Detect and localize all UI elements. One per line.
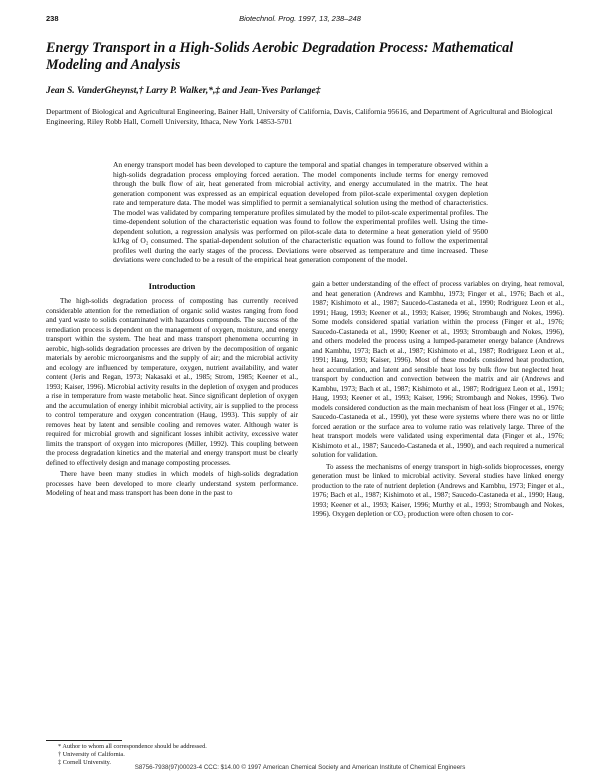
body-paragraph: There have been many studies in which models of high-solids degradation processes have been developed to more clearly understand system performance. Modeling of heat and mass transport has been done in the past to <box>46 470 298 497</box>
abstract: An energy transport model has been developed to capture the temporal and spatial changes in temperature observed within a high-solids degradation process employing forced aeration. The model components include terms for energy removed through the bulk flow of air, heat generated from microbial activity, and energy accumulated in the matrix. The heat generation component was expressed as an empirical equation developed from pilot-scale experimental oxygen depletion rate and temperature data. The model was simplified to permit a semianalytical solution using the method of characteristics. The model was validated by comparing temperature profiles simulated by the model to pilot-scale experimental profiles. The time-dependent solution of the characteristic equation was found to follow the experimental profiles well. Using the time-dependent solution, a regression analysis was performed on pilot-scale data to determine a heat generation yield of 9500 kJ/kg of O₂ consumed. The spatial-dependent solution of the characteristic equation was found to follow the experimental profiles well during the early stages of the process. Deviations were observed as temperature and time increased. These deviations were concluded to be a result of the empirical heat generation component of the model. <box>113 160 488 265</box>
body-paragraph: gain a better understanding of the effect of process variables on drying, heat removal, and heat generation (Andrews and Kambhu, 1973; Finger et al., 1976; Bach et al., 1987; Kishimoto et al., 1987; Saucedo-Castaneda et al., 1990; Rodriguez Leon et al., 1991; Haug, 1993; Keener et al., 1993; Kaiser, 1996; Strombaugh and Nokes, 1996). Some models considered spatial variation within the process (Finger et al., 1976; Saucedo-Castaneda et al., 1990; Keener et al., 1993; Strombaugh and Nokes, 1996), and others modeled the process using a lumped-parameter energy balance (Andrews and Kambhu, 1973; Bach et al., 1987; Kishimoto et al., 1987; Rodriguez Leon et al., 1991; Haug, 1993; Kaiser, 1996). Most of these models considered heat production, heat accumulation, and latent and sensible heat loss by bulk flow but neglected heat transport by conduction and convection between the matrix and air (Andrews and Kambhu, 1973; Bach et al., 1987; Kishimoto et al., 1987; Rodriguez Leon et al., 1991; Haug, 1993; Keener et al., 1993; Kaiser, 1996; Strombaugh and Nokes, 1996). Two models considered conduction as the main mechanism of heat loss (Finger et al., 1976; Saucedo-Castaneda et al., 1990), yet these were systems where there was no or little forced aeration or the surface area to volume ratio was relatively large. Three of the heat transport models were validated using experimental data (Finger et al., 1976; Kishimoto et al., 1987; Saucedo-Castaneda et al., 1990), and each required a numerical solution for validation. <box>312 280 564 459</box>
body-paragraph: The high-solids degradation process of composting has currently received considerable attention for the remediation of organic solid wastes ranging from food and yard waste to solids contaminated with hazardous compounds. The success of the remediation process is dependent on the management of oxygen, moisture, and energy transport within the system. The heat and mass transport phenomena occurring in aerobic, high-solids degradation processes are driven by the decomposition of organic materials by aerobic microorganisms and the supply of air; and the microbial activity and ecology are influenced by temperature, oxygen, nutrient availability, and water content (Jeris and Regan, 1973; Nakasaki et al., 1985; Strom, 1985; Keener et al., 1993; Kaiser, 1996). Microbial activity results in the depletion of oxygen and produces a rise in temperature from waste metabolic heat. Since significant depletion of oxygen and the accumulation of energy inhibit microbial activity, air is supplied to the process to control temperature and oxygen concentration (Haug, 1993). This supply of air removes heat by latent and sensible cooling and removes water. Although water is required for microbial growth and significant losses inhibit activity, excessive water limits the transport of oxygen into micropores (Miller, 1992). This coupling between the process degradation kinetics and the material and energy transport must be clearly defined to effectively design and manage composting processes. <box>46 297 298 467</box>
footnote-affil-1: † University of California. <box>58 750 125 758</box>
footnotes <box>58 743 298 766</box>
running-header <box>46 14 554 26</box>
footnote-corresponding: * Author to whom all correspondence should be addressed. <box>58 743 207 750</box>
left-column <box>46 297 298 499</box>
footnote-affil-2: ‡ Cornell University. <box>58 758 111 766</box>
journal-citation: Biotechnol. Prog. 1997, 13, 238–248 <box>239 14 361 23</box>
article-title: Energy Transport in a High-Solids Aerobic Degradation Process: Mathematical Modeling and Analysis <box>46 40 514 73</box>
footnote-divider <box>46 740 122 741</box>
author-list: Jean S. VanderGheynst,† Larry P. Walker,*,‡ and Jean-Yves Parlange‡ <box>46 86 321 96</box>
copyright-line: S8756-7938(97)00023-4 CCC: $14.00 © 1997 American Chemical Society and American Institute of Chemical Engineers <box>134 764 466 771</box>
page-number: 238 <box>46 14 59 23</box>
section-heading-introduction: Introduction <box>148 281 196 291</box>
right-column <box>312 280 564 520</box>
body-paragraph: To assess the mechanisms of energy transport in high-solids bioprocesses, energy generation must be linked to microbial activity. Several studies have linked energy production to the rate of nutrient depletion (Andrews and Kambhu, 1973; Finger et al., 1976; Bach et al., 1987; Kishimoto et al., 1987; Saucedo-Castaneda et al., 1990; Haug, 1993; Keener et al., 1993; Kaiser, 1996; Murthy et al., 1993; Strombaugh and Nokes, 1996). Oxygen depletion or CO₂ production were often chosen to cor- <box>312 462 564 518</box>
affiliations: Department of Biological and Agricultural Engineering, Bainer Hall, University of California, Davis, California 95616, and Department of Agricultural and Biological Engineering, Riley Robb Hall, Cornell University, Ithaca, New York 14853-5701 <box>46 107 553 126</box>
